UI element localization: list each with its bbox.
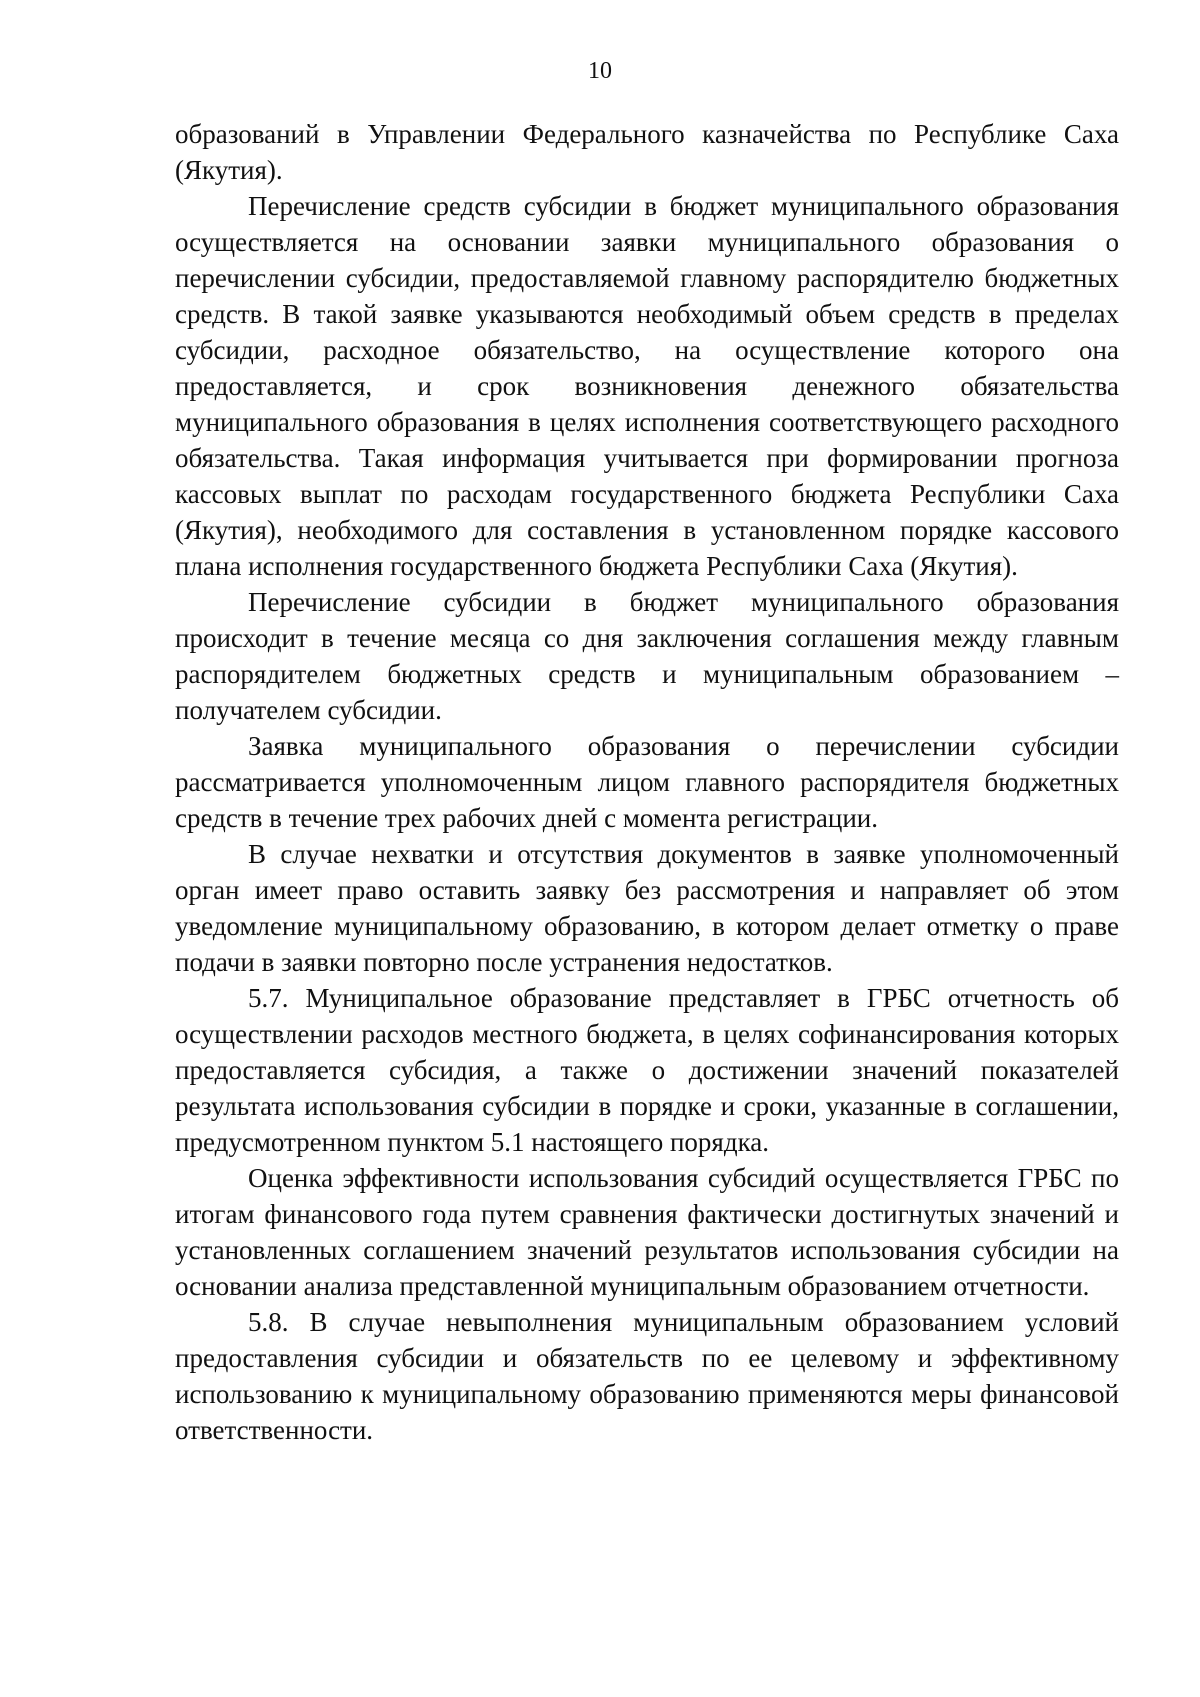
paragraph-missing-documents: В случае нехватки и отсутствия документов в заявке уполномоченный орган имеет право оставить заявку без рассмотрения и направляет об этом уведомление муниципальному образованию, в котором делает отметку о праве подачи в заявки повторно после устранения недостатков.	[175, 839, 1119, 977]
paragraph-efficiency-evaluation: Оценка эффективности использования субсидий осуществляется ГРБС по итогам финансового года путем сравнения фактически достигнутых значений и установленных соглашением значений результатов использования субсидии на основании анализа представленной муниципальным образованием отчетности.	[175, 1163, 1119, 1301]
paragraph-section-5-8: 5.8. В случае невыполнения муниципальным образованием условий предоставления субсидии и обязательств по ее целевому и эффективному использованию к муниципальному образованию применяются меры финансовой ответственности.	[175, 1307, 1119, 1445]
paragraph-transfer-procedure: Перечисление средств субсидии в бюджет муниципального образования осуществляется на основании заявки муниципального образования о перечислении субсидии, предоставляемой главному распорядителю бюджетных средств. В такой заявке указываются необходимый объем средств в пределах субсидии, расходное обязательство, на осуществление которого она предоставляется, и срок возникновения денежного обязательства муниципального образования в целях исполнения соответствующего расходного обязательства. Такая информация учитывается при формировании прогноза кассовых выплат по расходам государственного бюджета Республики Саха (Якутия), необходимого для составления в установленном порядке кассового плана исполнения государственного бюджета Республики Саха (Якутия).	[175, 191, 1119, 581]
page-number: 10	[588, 58, 612, 84]
paragraph-transfer-timing: Перечисление субсидии в бюджет муниципального образования происходит в течение месяца со дня заключения соглашения между главным распорядителем бюджетных средств и муниципальным образованием – получателем субсидии.	[175, 587, 1119, 725]
paragraph-continuation: образований в Управлении Федерального казначейства по Республике Саха (Якутия).	[175, 119, 1119, 185]
document-body	[175, 116, 1119, 1448]
paragraph-application-review: Заявка муниципального образования о перечислении субсидии рассматривается уполномоченным лицом главного распорядителя бюджетных средств в течение трех рабочих дней с момента регистрации.	[175, 731, 1119, 833]
paragraph-section-5-7: 5.7. Муниципальное образование представляет в ГРБС отчетность об осуществлении расходов местного бюджета, в целях софинансирования которых предоставляется субсидия, а также о достижении значений показателей результата использования субсидии в порядке и сроки, указанные в соглашении, предусмотренном пунктом 5.1 настоящего порядка.	[175, 983, 1119, 1157]
